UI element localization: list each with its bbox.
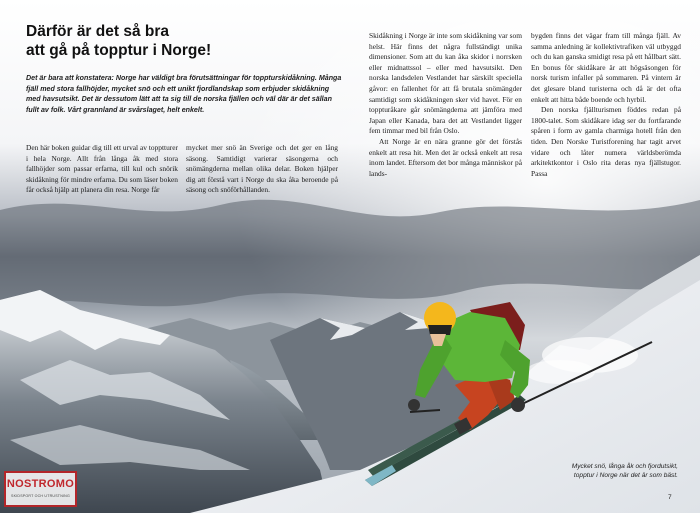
logo-tagline: SKIDSPORT OCH UTRUSTNING (11, 494, 70, 498)
body-column-2 (186, 143, 338, 196)
body-paragraph: bygden finns det vägar fram till många fjäll. Av samma anledning är kollektivtrafiken väl utbyggd och du kan ganska smidigt resa på ett hållbart sätt. En bonus för skidåkare är att högsäsongen för norsk turism infaller på sommaren. På vintern är det glesare bland turisterna och då är det ofta enkelt att hitta både boende och hyrbil. (531, 31, 681, 104)
body-column-1 (26, 143, 178, 196)
body-paragraph: mycket mer snö än Sverige och det ger en lång säsong. Samtidigt varierar säsongerna och snömängderna mellan olika delar. Boken hjälper dig att förstå vart i Norge du ska åka beroende på säsong och snöförhållanden. (186, 143, 338, 195)
title-line-1: Därför är det så bra (26, 23, 169, 40)
body-column-4 (531, 31, 681, 179)
publisher-logo (4, 471, 77, 507)
body-paragraph: Den norska fjällturismen föddes redan på 1800-talet. Som skidåkare idag ser du fortfarande spåren i form av gamla charmiga hotell från den tiden. Den Norske Turistforening har tagit arvet vidare och låter numera världsberömda arkitektkontor i Oslo rita deras nya fjällstugor. Passa (531, 105, 681, 178)
body-paragraph: Att Norge är en nära granne gör det förstås enkelt att resa hit. Men det är också enkelt att resa inom landet. Eftersom det bor många människor på lands- (369, 136, 522, 178)
page-number: 7 (668, 494, 672, 501)
article-title (26, 22, 346, 60)
body-paragraph: Den här boken guidar dig till ett urval av topptturer i hela Norge. Allt från långa åk med stora fallhöjder som passar erfarna, till kul och snörik skidåkning för mindre erfarna. Du som läser boken får också hjälp att planera din resa. Norge får (26, 143, 178, 195)
logo-name: NOSTROMO (6, 478, 75, 490)
photo-caption: Mycket snö, långa åk och fjordutsikt, topptur i Norge när det är som bäst. (571, 463, 678, 479)
title-line-2: att gå på topptur i Norge! (26, 42, 212, 59)
body-column-3 (369, 31, 522, 179)
ingress-paragraph: Det är bara att konstatera: Norge har väldigt bra förutsättningar för toppturskidåkning. Många fjäll med stora fallhöjder, mycket snö och ett unikt fjordlandskap som erbjuder skidåkning med havsutsikt. Det är dessutom lätt att ta sig till de norska fjällen och väl där är det sällan fullt av folk. Vårt grannland är svårslaget, helt enkelt. (26, 74, 342, 114)
body-paragraph: Skidåkning i Norge är inte som skidåkning var som helst. Här finns det några fullständigt unika dimensioner. Som att du kan åka skidor i norrsken eller midnattssol – eller med havsutsikt. Den norska landsdelen Vestlandet har särskilt speciella gåvor: en fallenhet för att få brutala snömängder samtidigt som skidåkningen sker vid havet. För en toppturåkare går snömängderna att jämföra med Japan eller Kanada, bara det att Vestlandet ligger fem timmar med bil från Oslo. (369, 31, 522, 136)
